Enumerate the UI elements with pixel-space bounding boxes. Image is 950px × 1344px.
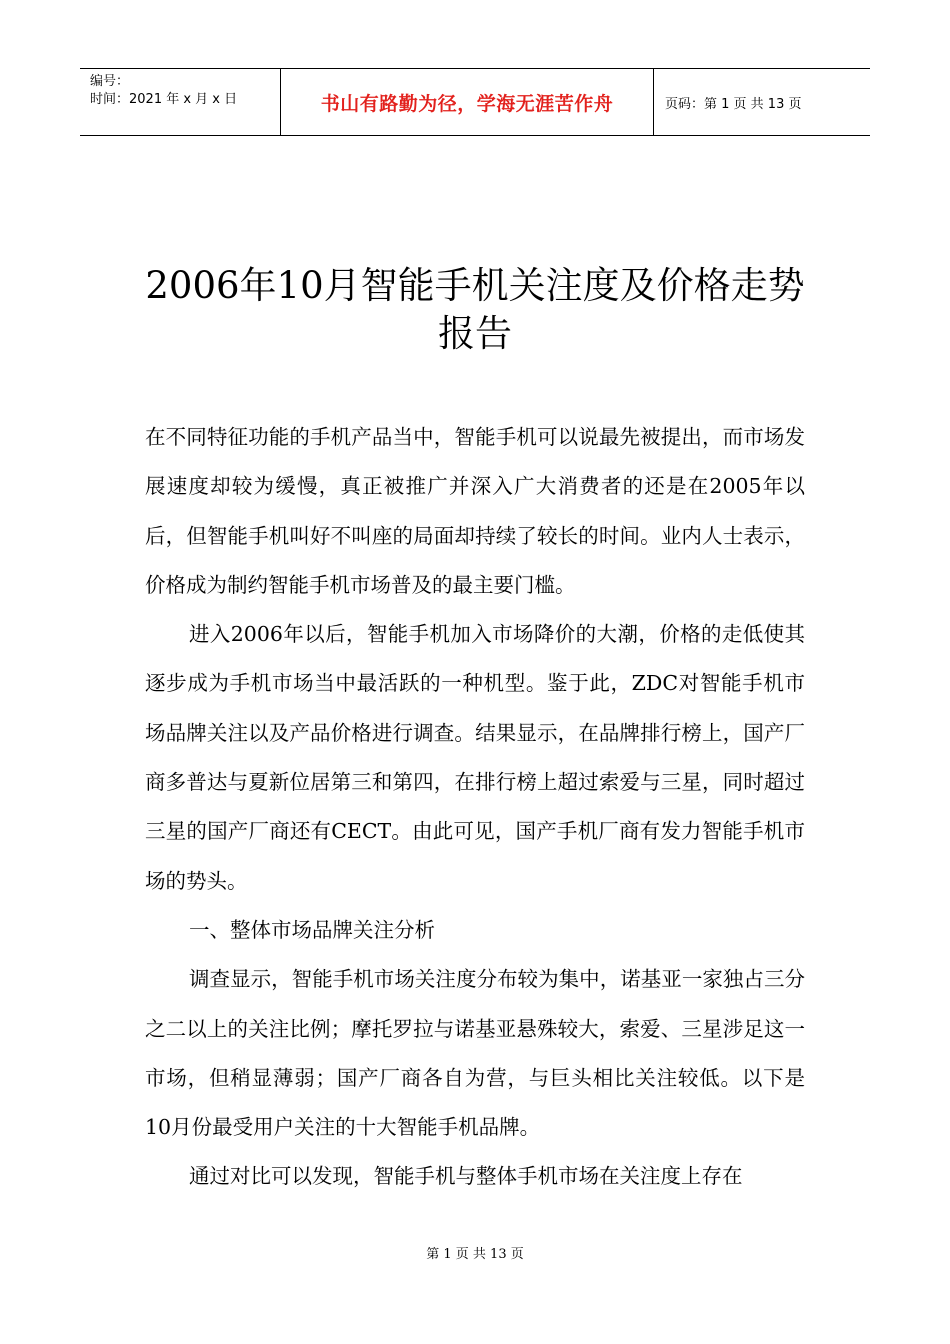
page-footer: 第 1 页 共 13 页 bbox=[426, 1247, 524, 1262]
header-meta-cell bbox=[80, 69, 281, 135]
document-body bbox=[145, 413, 805, 1202]
paragraph: 调查显示，智能手机市场关注度分布较为集中，诺基亚一家独占三分之二以上的关注比例；摩托罗拉与诺基亚悬殊较大，索爱、三星涉足这一市场，但稍显薄弱；国产厂商各自为营，与巨头相比关注较低。以下是10月份最受用户关注的十大智能手机品牌。 bbox=[145, 967, 805, 1140]
header-page-cell bbox=[654, 69, 870, 135]
paragraph: 进入2006年以后，智能手机加入市场降价的大潮，价格的走低使其逐步成为手机市场当中最活跃的一种机型。鉴于此，ZDC对智能手机市场品牌关注以及产品价格进行调查。结果显示，在品牌排行榜上，国产厂商多普达与夏新位居第三和第四，在排行榜上超过索爱与三星，同时超过三星的国产厂商还有CECT。由此可见，国产手机厂商有发力智能手机市场的势头。 bbox=[145, 622, 805, 893]
header-motto-cell bbox=[281, 69, 654, 135]
time-label: 时间：2021 年 x 月 x 日 bbox=[90, 92, 238, 107]
paragraph: 在不同特征功能的手机产品当中，智能手机可以说最先被提出，而市场发展速度却较为缓慢，真正被推广并深入广大消费者的还是在2005年以后，但智能手机叫好不叫座的局面却持续了较长的时间。业内人士表示，价格成为制约智能手机市场普及的最主要门槛。 bbox=[145, 425, 805, 597]
document-title: 2006年10月智能手机关注度及价格走势报告 bbox=[145, 264, 805, 355]
section-heading: 一、整体市场品牌关注分析 bbox=[189, 917, 435, 942]
motto-text: 书山有路勤为径，学海无涯苦作舟 bbox=[320, 92, 614, 115]
page-info: 页码：第 1 页 共 13 页 bbox=[665, 96, 802, 112]
header-table bbox=[80, 68, 870, 136]
number-label: 编号： bbox=[90, 74, 130, 89]
paragraph: 通过对比可以发现，智能手机与整体手机市场在关注度上存在 bbox=[189, 1164, 743, 1189]
